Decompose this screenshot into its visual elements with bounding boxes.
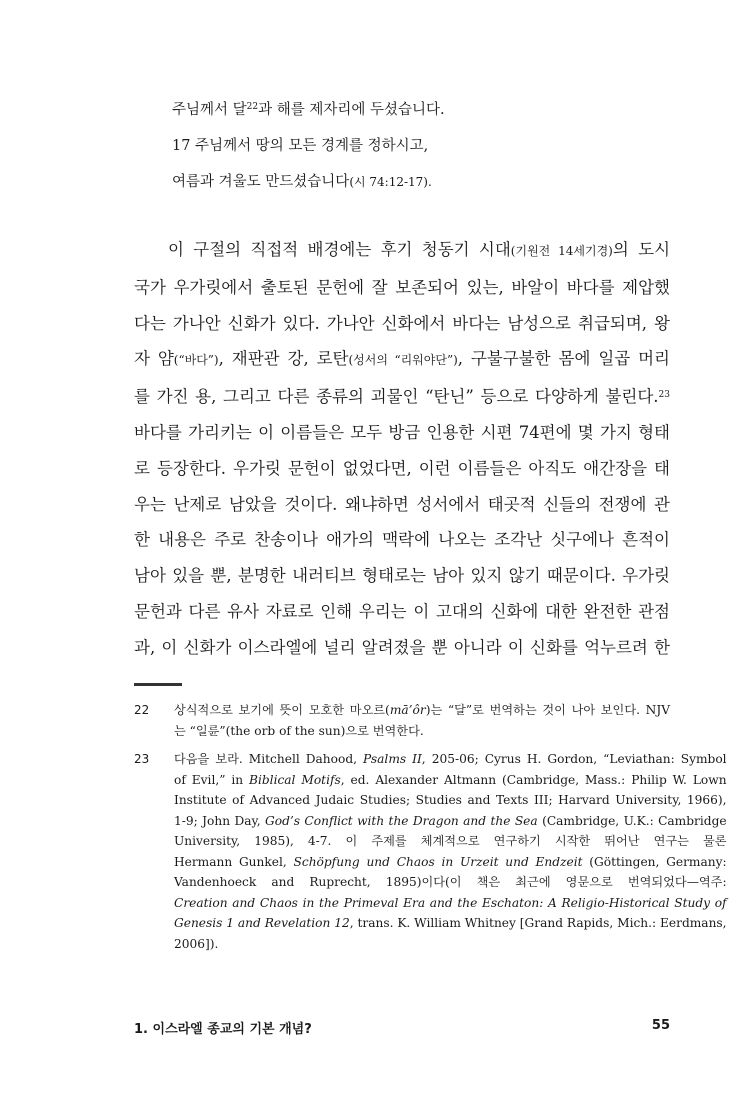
body-line: 로 등장한다. 우가릿 문헌이 없었다면, 이런 이름들은 아직도 애간장을 태 <box>134 458 670 478</box>
body-line: 다는 가나안 신화가 있다. 가나안 신화에서 바다는 남성으로 취급되며, 왕 <box>134 313 670 333</box>
body-line: 문헌과 다른 유사 자료로 인해 우리는 이 고대의 신화에 대한 완전한 관점 <box>134 601 670 621</box>
body-line: 남아 있을 뿐, 분명한 내러티브 형태로는 남아 있지 않기 때문이다. 우가릿 <box>134 566 670 586</box>
body-line: 를 가진 용, 그리고 다른 종류의 괴물인 “탄닌” 등으로 다양하게 불린다.$^{23}$ <box>134 387 670 407</box>
footnote-divider <box>134 683 182 686</box>
body-line: 바다를 가리키는 이 이름들은 모두 방금 인용한 시편 74편에 몇 가지 형태 <box>134 422 670 442</box>
scripture-reference: (시 74:12-17). <box>349 175 432 189</box>
footnote-ref-22[interactable]: 22 <box>246 102 259 112</box>
quote-line: 여름과 겨울도 만드셨습니다(시 74:12-17). <box>172 174 432 190</box>
body-line: 과, 이 신화가 이스라엘에 널리 알려졌을 뿐 아니라 이 신화를 억누르려 한 <box>134 637 670 657</box>
quote-line: 주님께서 달$^{22}$과 해를 제자리에 두셨습니다. <box>172 102 445 118</box>
body-line: 우는 난제로 남았을 것이다. 왜냐하면 성서에서 태곳적 신들의 전쟁에 관 <box>134 494 670 514</box>
body-line: 이 구절의 직접적 배경에는 후기 청동기 시대(기원전 14세기경)의 도시 <box>168 240 671 259</box>
running-chapter-title: 1. 이스라엘 종교의 기본 개념? <box>134 1022 312 1037</box>
page-number: 55 <box>651 1018 670 1033</box>
footnote-number: 22 <box>134 703 150 717</box>
quote-line: 17 주님께서 땅의 모든 경계를 정하시고, <box>172 138 429 154</box>
footnotes <box>134 700 727 962</box>
footnote-ref-23[interactable]: 23 <box>658 390 670 401</box>
footnote-22 <box>134 700 670 741</box>
body-line: 자 얌(“바다”), 재판관 강, 로탄(성서의 “리워야단”), 구불구불한 몸에 일곱 머리 <box>134 349 670 369</box>
footnote-text: 상식적으로 보기에 뜻이 모호한 마오르(mā’ôr)는 “달”로 번역하는 것이 나아 보인다. NJV 는 “일륜”(the orb of the sun)으로 번역한다. <box>174 703 671 738</box>
body-line: 한 내용은 주로 찬송이나 애가의 맥락에 나오는 조각난 싯구에나 흔적이 <box>134 530 670 550</box>
footnote-23 <box>134 749 727 954</box>
body-line: 국가 우가릿에서 출토된 문헌에 잘 보존되어 있는, 바알이 바다를 제압했 <box>134 277 670 297</box>
page-footer <box>134 1018 670 1037</box>
footnote-text: 다음을 보라. Mitchell Dahood, Psalms II, 205-06; Cyrus H. Gordon, “Leviathan: Symbol of Evil,” in Biblical Motifs, ed. Alexander Altmann (Cambridge, Mass.: Philip W. Lown Institute of Advanced Judaic Studies; Studies and Texts III; Harvard University, 1966), 1-9; John Day, God’s Conflict with the Dragon and the Sea (Cambridge, U.K.: Cambridge University, 1985), 4-7. 이 주제를 체계적으로 연구하기 시작한 뛰어난 연구는 물론 Hermann Gunkel, Schöpfung und Chaos in Urzeit und Endzeit (Göttingen, Germany: Vandenhoeck and Ruprecht, 1895)이다(이 책은 최근에 영문으로 번역되었다—역주: Creation and Chaos in the Primeval Era and the Eschaton: A Religio-Historical Study of Genesis 1 and Revelation 12, trans. K. William Whitney [Grand Rapids, Mich.: Eerdmans, 2006]). <box>174 752 727 951</box>
footnote-number: 23 <box>134 752 150 766</box>
body-paragraph <box>134 232 670 666</box>
scripture-quotation <box>172 92 672 200</box>
